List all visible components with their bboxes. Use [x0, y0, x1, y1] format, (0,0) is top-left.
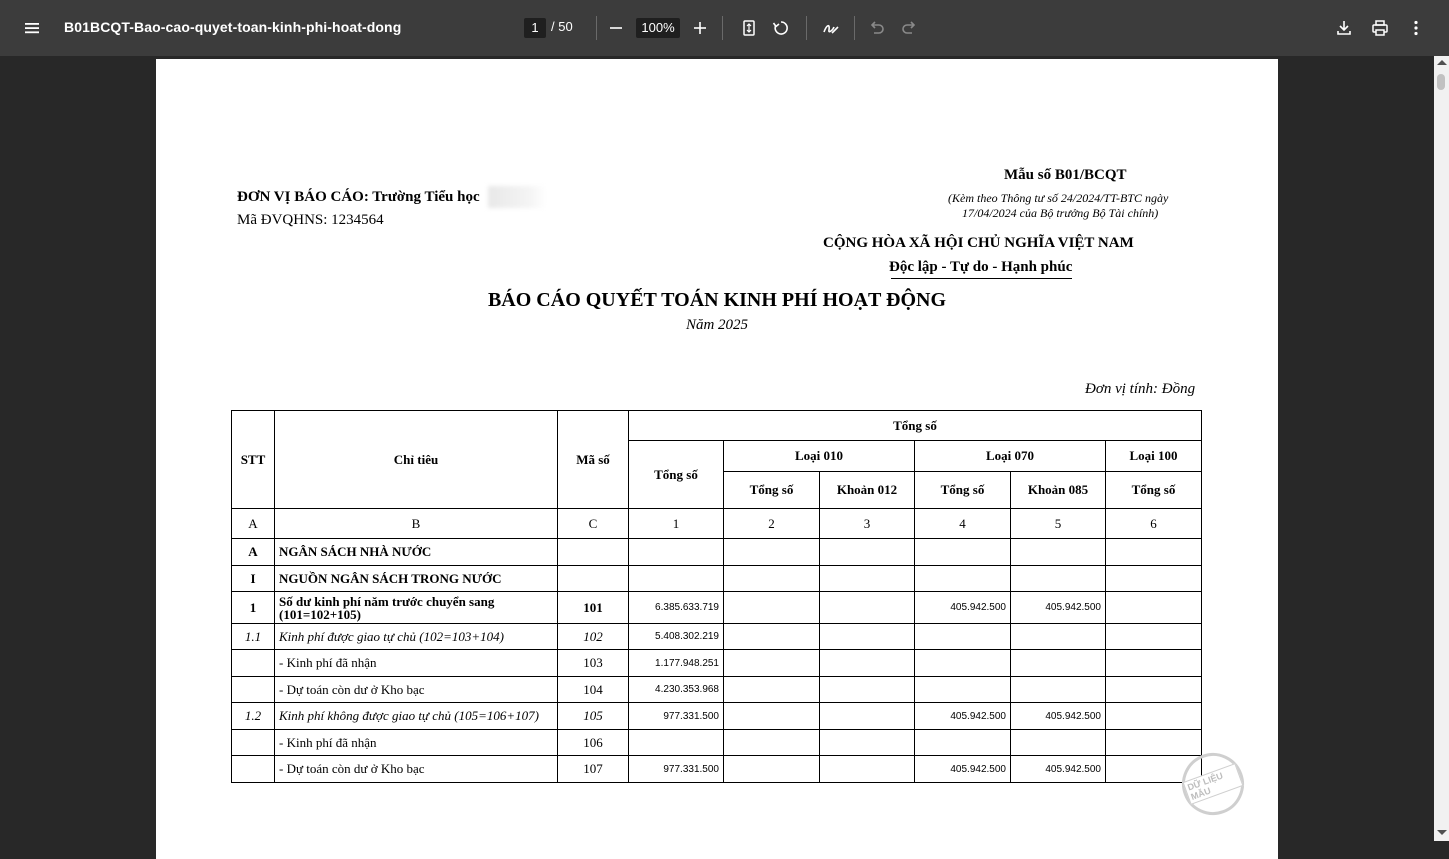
cell-value	[820, 566, 915, 592]
currency-unit: Đơn vị tính: Đồng	[1085, 381, 1196, 397]
cell-value	[724, 566, 820, 592]
cell-value: 405.942.500	[1011, 756, 1106, 783]
pdf-page	[156, 59, 1278, 859]
page-total: / 50	[551, 19, 573, 34]
row-stt: I	[232, 566, 275, 592]
cell-value	[724, 592, 820, 624]
cell-value	[820, 592, 915, 624]
cell-value	[820, 703, 915, 730]
table-row	[232, 730, 1202, 756]
row-code: 102	[558, 624, 629, 650]
row-code: 105	[558, 703, 629, 730]
cell-value	[1011, 730, 1106, 756]
row-code: 106	[558, 730, 629, 756]
header-sub-tong-so: Tổng số	[724, 472, 820, 509]
cell-value: 977.331.500	[629, 756, 724, 783]
cell-value	[724, 730, 820, 756]
cell-value	[1011, 539, 1106, 566]
cell-value	[1106, 539, 1202, 566]
cell-value	[724, 703, 820, 730]
cell-value: 977.331.500	[629, 703, 724, 730]
row-code	[558, 566, 629, 592]
cell-value	[820, 624, 915, 650]
cell-value	[820, 650, 915, 677]
row-code: 101	[558, 592, 629, 624]
header-tong-so: Tổng số	[629, 441, 724, 509]
cell-value: 405.942.500	[915, 592, 1011, 624]
row-label: - Dự toán còn dư ở Kho bạc	[275, 756, 558, 783]
unit-code: Mã ĐVQHNS: 1234564	[237, 212, 384, 228]
col-code: C	[558, 509, 629, 539]
row-label: Kinh phí được giao tự chủ (102=103+104)	[275, 624, 558, 650]
cell-value: 4.230.353.968	[629, 677, 724, 703]
row-stt	[232, 756, 275, 783]
watermark-text: DỮ LIỆU MẪU	[1183, 763, 1244, 805]
header-stt: STT	[232, 411, 275, 509]
document-title: B01BCQT-Bao-cao-quyet-toan-kinh-phi-hoat-dong	[64, 19, 402, 35]
cell-value	[915, 624, 1011, 650]
table-row	[232, 677, 1202, 703]
fit-page-icon[interactable]	[733, 12, 765, 44]
row-stt: 1.2	[232, 703, 275, 730]
row-stt: 1	[232, 592, 275, 624]
row-stt	[232, 677, 275, 703]
form-note-line-1: (Kèm theo Thông tư số 24/2024/TT-BTC ngày	[948, 191, 1169, 205]
toolbar-divider	[596, 16, 597, 40]
row-stt	[232, 650, 275, 677]
cell-value	[629, 730, 724, 756]
toolbar-divider	[854, 16, 855, 40]
scrollbar-thumb[interactable]	[1437, 74, 1445, 90]
cell-value	[915, 566, 1011, 592]
row-code: 104	[558, 677, 629, 703]
table-row	[232, 592, 1202, 624]
cell-value	[820, 677, 915, 703]
cell-value: 405.942.500	[1011, 592, 1106, 624]
print-icon[interactable]	[1364, 12, 1396, 44]
vertical-scrollbar[interactable]	[1434, 56, 1449, 841]
page-number-input[interactable]: 1	[524, 18, 546, 38]
redacted-school-name	[488, 186, 546, 208]
col-code: 5	[1011, 509, 1106, 539]
row-label: - Kinh phí đã nhận	[275, 650, 558, 677]
table-row	[232, 703, 1202, 730]
col-code: 1	[629, 509, 724, 539]
scroll-up-arrow-icon[interactable]	[1437, 60, 1447, 65]
cell-value	[1106, 677, 1202, 703]
undo-icon[interactable]	[861, 12, 893, 44]
cell-value: 1.177.948.251	[629, 650, 724, 677]
cell-value: 405.942.500	[915, 703, 1011, 730]
cell-value	[1106, 592, 1202, 624]
motto-underline	[891, 278, 1072, 279]
header-loai-070: Loại 070	[915, 441, 1106, 472]
header-loai-100: Loại 100	[1106, 441, 1202, 472]
cell-value	[724, 650, 820, 677]
header-sub-tong-so: Tổng số	[1106, 472, 1202, 509]
menu-icon[interactable]	[16, 12, 48, 44]
col-code: 2	[724, 509, 820, 539]
table-row	[232, 539, 1202, 566]
col-code: B	[275, 509, 558, 539]
row-stt	[232, 730, 275, 756]
header-chi-tieu: Chỉ tiêu	[275, 411, 558, 509]
cell-value: 405.942.500	[915, 756, 1011, 783]
cell-value	[724, 677, 820, 703]
national-motto: Độc lập - Tự do - Hạnh phúc	[889, 259, 1073, 275]
cell-value: 405.942.500	[1011, 703, 1106, 730]
cell-value	[1011, 624, 1106, 650]
form-number: Mẫu số B01/BCQT	[1004, 167, 1127, 183]
row-stt: 1.1	[232, 624, 275, 650]
cell-value	[629, 539, 724, 566]
row-label: Số dư kinh phí năm trước chuyển sang (101=102+105)	[275, 592, 558, 624]
header-khoan-085: Khoản 085	[1011, 472, 1106, 509]
zoom-level-input[interactable]: 100%	[636, 18, 680, 38]
cell-value	[915, 730, 1011, 756]
header-ma-so: Mã số	[558, 411, 629, 509]
cell-value	[820, 539, 915, 566]
report-year: Năm 2025	[685, 317, 749, 333]
row-stt: A	[232, 539, 275, 566]
cell-value	[915, 650, 1011, 677]
row-code	[558, 539, 629, 566]
header-khoan-012: Khoản 012	[820, 472, 915, 509]
cell-value	[724, 756, 820, 783]
cell-value	[915, 677, 1011, 703]
cell-value	[820, 756, 915, 783]
cell-value	[1106, 703, 1202, 730]
table-row	[232, 624, 1202, 650]
cell-value	[1106, 730, 1202, 756]
reporting-unit: ĐƠN VỊ BÁO CÁO: Trường Tiểu học	[237, 189, 480, 205]
col-code: 6	[1106, 509, 1202, 539]
cell-value	[724, 539, 820, 566]
cell-value	[1106, 650, 1202, 677]
row-code: 103	[558, 650, 629, 677]
cell-value	[1011, 566, 1106, 592]
header-sub-tong-so: Tổng số	[915, 472, 1011, 509]
annotate-icon[interactable]	[815, 12, 847, 44]
scroll-down-arrow-icon[interactable]	[1437, 830, 1447, 835]
form-note-line-2: 17/04/2024 của Bộ trưởng Bộ Tài chính)	[962, 206, 1159, 220]
report-title: BÁO CÁO QUYẾT TOÁN KINH PHÍ HOẠT ĐỘNG	[487, 289, 947, 311]
cell-value	[1011, 677, 1106, 703]
pdf-toolbar	[0, 0, 1449, 56]
cell-value	[629, 566, 724, 592]
row-label: Kinh phí không được giao tự chủ (105=106+107)	[275, 703, 558, 730]
row-label: - Kinh phí đã nhận	[275, 730, 558, 756]
toolbar-divider	[806, 16, 807, 40]
zoom-out-icon[interactable]	[600, 12, 632, 44]
table-row	[232, 650, 1202, 677]
row-label: NGÂN SÁCH NHÀ NƯỚC	[275, 539, 558, 566]
rotate-icon[interactable]	[765, 12, 797, 44]
more-options-icon[interactable]	[1400, 12, 1432, 44]
toolbar-divider	[722, 16, 723, 40]
cell-value	[1106, 566, 1202, 592]
row-code: 107	[558, 756, 629, 783]
redo-icon[interactable]	[893, 12, 925, 44]
col-code: 4	[915, 509, 1011, 539]
cell-value	[724, 624, 820, 650]
cell-value	[1011, 650, 1106, 677]
pdf-viewer-area	[0, 56, 1449, 841]
cell-value	[915, 539, 1011, 566]
settlement-table	[231, 410, 1202, 783]
row-label: NGUỒN NGÂN SÁCH TRONG NƯỚC	[275, 566, 558, 592]
col-code: 3	[820, 509, 915, 539]
header-tong-so-group: Tổng số	[629, 411, 1202, 441]
row-label: - Dự toán còn dư ở Kho bạc	[275, 677, 558, 703]
republic-heading: CỘNG HÒA XÃ HỘI CHỦ NGHĨA VIỆT NAM	[823, 235, 1134, 251]
table-row	[232, 756, 1202, 783]
cell-value	[820, 730, 915, 756]
cell-value	[1106, 624, 1202, 650]
col-code: A	[232, 509, 275, 539]
zoom-in-icon[interactable]	[684, 12, 716, 44]
download-icon[interactable]	[1328, 12, 1360, 44]
cell-value: 5.408.302.219	[629, 624, 724, 650]
header-loai-010: Loại 010	[724, 441, 915, 472]
table-row	[232, 566, 1202, 592]
cell-value: 6.385.633.719	[629, 592, 724, 624]
